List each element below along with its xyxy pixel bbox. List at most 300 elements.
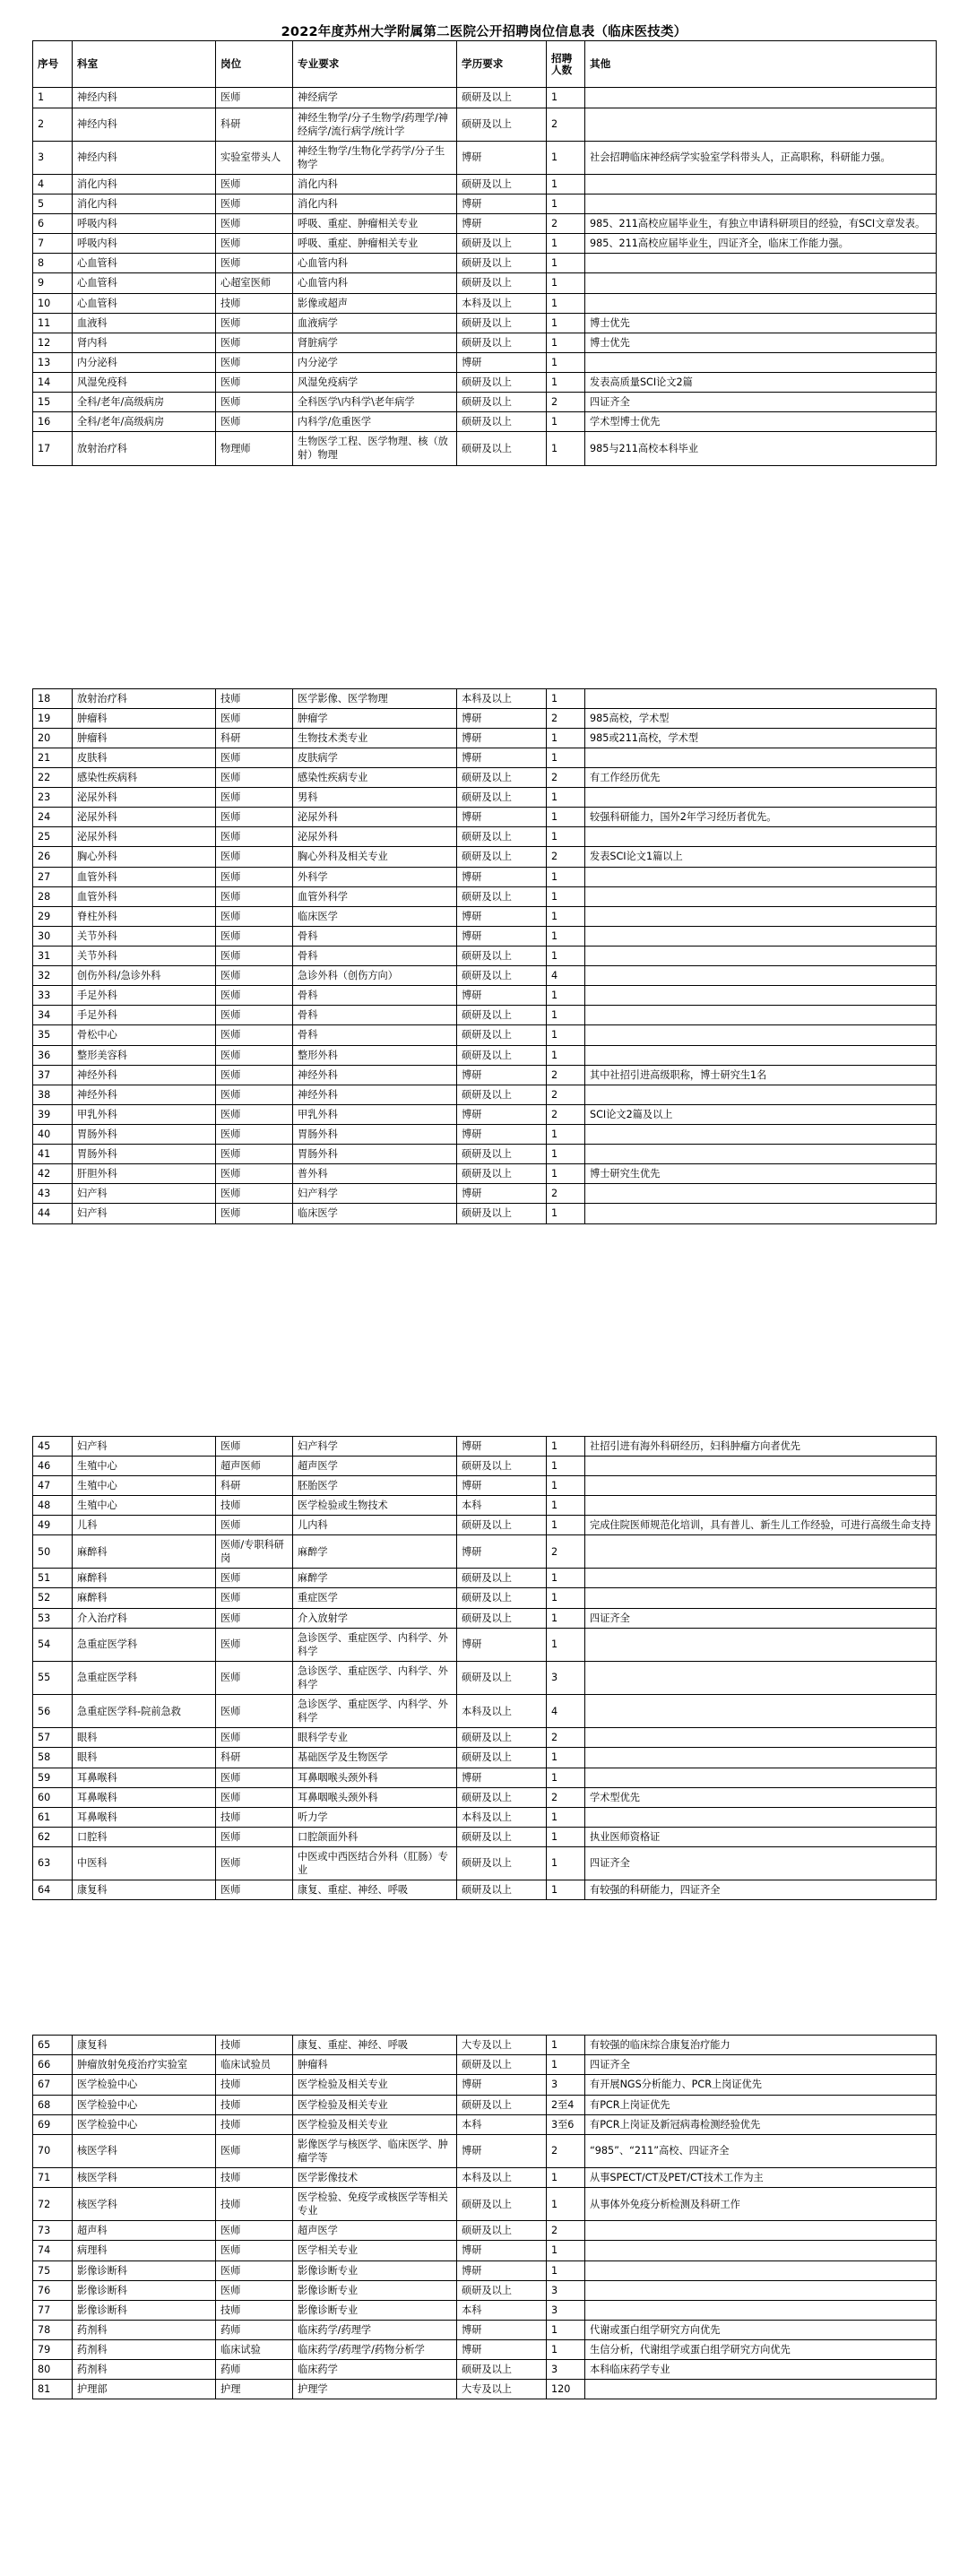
cell-count: 2 — [547, 1104, 585, 1124]
cell-edu: 博研 — [457, 1184, 547, 1204]
cell-dept: 手足外科 — [73, 986, 216, 1006]
table-row — [33, 1695, 937, 1728]
cell-no: 16 — [33, 412, 73, 432]
table-row — [33, 728, 937, 748]
cell-other — [585, 1184, 937, 1204]
cell-other — [585, 2241, 937, 2260]
cell-dept: 皮肤科 — [73, 748, 216, 767]
cell-major: 感染性疾病专业 — [293, 768, 457, 788]
cell-no: 55 — [33, 1661, 73, 1694]
cell-dept: 创伤外科/急诊外科 — [73, 966, 216, 986]
table-row — [33, 2075, 937, 2095]
cell-other: 博士优先 — [585, 313, 937, 333]
cell-count: 1 — [547, 1880, 585, 1900]
cell-dept: 麻醉科 — [73, 1569, 216, 1588]
cell-other — [585, 1085, 937, 1104]
cell-edu: 硕研及以上 — [457, 108, 547, 141]
cell-edu: 硕研及以上 — [457, 234, 547, 254]
cell-edu: 博研 — [457, 1475, 547, 1495]
cell-other: SCI论文2篇及以上 — [585, 1104, 937, 1124]
cell-dept: 儿科 — [73, 1515, 216, 1534]
cell-edu: 硕研及以上 — [457, 333, 547, 352]
cell-dept: 关节外科 — [73, 947, 216, 966]
cell-post: 医师 — [216, 333, 293, 352]
cell-no: 39 — [33, 1104, 73, 1124]
cell-dept: 急重症医学科 — [73, 1661, 216, 1694]
cell-count: 1 — [547, 986, 585, 1006]
cell-post: 医师 — [216, 1204, 293, 1223]
table-row — [33, 1065, 937, 1085]
cell-no: 65 — [33, 2036, 73, 2055]
cell-no: 52 — [33, 1588, 73, 1608]
cell-other — [585, 1661, 937, 1694]
table-row — [33, 2188, 937, 2221]
cell-post: 医师 — [216, 986, 293, 1006]
cell-count: 2 — [547, 2221, 585, 2241]
cell-major: 医学检验及相关专业 — [293, 2114, 457, 2134]
cell-dept: 神经内科 — [73, 108, 216, 141]
cell-count: 4 — [547, 1695, 585, 1728]
cell-other: 四证齐全 — [585, 393, 937, 412]
cell-other — [585, 2300, 937, 2320]
cell-edu: 本科及以上 — [457, 688, 547, 708]
cell-dept: 呼吸内科 — [73, 234, 216, 254]
table-row — [33, 847, 937, 867]
cell-no: 38 — [33, 1085, 73, 1104]
cell-count: 3 — [547, 2300, 585, 2320]
table-row — [33, 1628, 937, 1661]
table-section-4 — [0, 2035, 968, 2399]
cell-other — [585, 986, 937, 1006]
col-header-count — [547, 41, 585, 88]
cell-major: 医学影像、医学物理 — [293, 688, 457, 708]
cell-dept: 脊柱外科 — [73, 906, 216, 926]
cell-post: 技师 — [216, 2114, 293, 2134]
table-row — [33, 194, 937, 214]
cell-no: 62 — [33, 1827, 73, 1846]
table-row — [33, 313, 937, 333]
cell-post: 医师 — [216, 2260, 293, 2280]
table-row — [33, 1025, 937, 1045]
cell-count: 2 — [547, 1085, 585, 1104]
cell-edu: 博研 — [457, 808, 547, 827]
cell-edu: 硕研及以上 — [457, 174, 547, 194]
cell-major: 医学检验及相关专业 — [293, 2095, 457, 2114]
cell-post: 医师/专职科研岗 — [216, 1535, 293, 1569]
cell-other — [585, 2280, 937, 2300]
cell-other — [585, 1628, 937, 1661]
cell-major: 耳鼻咽喉头颈外科 — [293, 1787, 457, 1807]
cell-other — [585, 174, 937, 194]
cell-no: 9 — [33, 273, 73, 293]
page-break-2 — [0, 1224, 968, 1436]
cell-no: 13 — [33, 352, 73, 372]
table-row — [33, 768, 937, 788]
cell-edu: 博研 — [457, 906, 547, 926]
cell-no: 18 — [33, 688, 73, 708]
cell-edu: 博研 — [457, 1124, 547, 1144]
table-row — [33, 1588, 937, 1608]
cell-count: 1 — [547, 788, 585, 808]
cell-count: 1 — [547, 1515, 585, 1534]
cell-edu: 硕研及以上 — [457, 947, 547, 966]
cell-post: 医师 — [216, 1006, 293, 1025]
table-row — [33, 1827, 937, 1846]
cell-major: 骨科 — [293, 926, 457, 946]
cell-no: 17 — [33, 432, 73, 465]
cell-other — [585, 2380, 937, 2399]
table-row — [33, 273, 937, 293]
cell-dept: 麻醉科 — [73, 1588, 216, 1608]
cell-post: 医师 — [216, 1569, 293, 1588]
cell-dept: 康复科 — [73, 1880, 216, 1900]
cell-dept: 胃肠外科 — [73, 1124, 216, 1144]
cell-post: 科研 — [216, 728, 293, 748]
cell-dept: 泌尿外科 — [73, 827, 216, 847]
table-row — [33, 2168, 937, 2188]
cell-other — [585, 827, 937, 847]
cell-post: 医师 — [216, 2280, 293, 2300]
table-body-3 — [33, 1436, 937, 1900]
cell-count: 4 — [547, 966, 585, 986]
cell-dept: 血管外科 — [73, 867, 216, 886]
cell-edu: 硕研及以上 — [457, 1204, 547, 1223]
table-body-4 — [33, 2036, 937, 2399]
cell-count: 1 — [547, 313, 585, 333]
cell-major: 眼科学专业 — [293, 1728, 457, 1748]
table-row — [33, 352, 937, 372]
cell-no: 24 — [33, 808, 73, 827]
cell-major: 消化内科 — [293, 174, 457, 194]
cell-major: 康复、重症、神经、呼吸 — [293, 1880, 457, 1900]
table-row — [33, 174, 937, 194]
cell-count: 1 — [547, 1436, 585, 1456]
cell-count: 1 — [547, 1768, 585, 1787]
cell-edu: 硕研及以上 — [457, 2280, 547, 2300]
cell-no: 54 — [33, 1628, 73, 1661]
table-body-2 — [33, 688, 937, 1223]
cell-dept: 妇产科 — [73, 1436, 216, 1456]
cell-major: 护理学 — [293, 2380, 457, 2399]
cell-post: 医师 — [216, 906, 293, 926]
cell-dept: 中医科 — [73, 1846, 216, 1880]
cell-no: 34 — [33, 1006, 73, 1025]
cell-post: 医师 — [216, 1065, 293, 1085]
cell-dept: 全科/老年/高级病房 — [73, 393, 216, 412]
cell-no: 29 — [33, 906, 73, 926]
table-body-1 — [33, 88, 937, 465]
table-row — [33, 1608, 937, 1628]
cell-post: 医师 — [216, 1515, 293, 1534]
table-section-1 — [0, 40, 968, 465]
cell-edu: 硕研及以上 — [457, 1006, 547, 1025]
cell-no: 36 — [33, 1045, 73, 1065]
cell-no: 11 — [33, 313, 73, 333]
cell-no: 49 — [33, 1515, 73, 1534]
cell-no: 37 — [33, 1065, 73, 1085]
cell-no: 75 — [33, 2260, 73, 2280]
cell-dept: 耳鼻喉科 — [73, 1787, 216, 1807]
cell-major: 医学检验、免疫学或核医学等相关专业 — [293, 2188, 457, 2221]
cell-post: 医师 — [216, 412, 293, 432]
cell-no: 71 — [33, 2168, 73, 2188]
cell-no: 48 — [33, 1495, 73, 1515]
cell-no: 56 — [33, 1695, 73, 1728]
cell-edu: 硕研及以上 — [457, 1515, 547, 1534]
table-row — [33, 1569, 937, 1588]
cell-major: 儿内科 — [293, 1515, 457, 1534]
cell-edu: 硕研及以上 — [457, 1661, 547, 1694]
cell-edu: 硕研及以上 — [457, 1164, 547, 1184]
cell-count: 1 — [547, 808, 585, 827]
cell-other — [585, 1124, 937, 1144]
cell-post: 医师 — [216, 1104, 293, 1124]
cell-no: 66 — [33, 2055, 73, 2075]
cell-count: 1 — [547, 906, 585, 926]
cell-major: 神经病学 — [293, 88, 457, 108]
cell-edu: 博研 — [457, 1436, 547, 1456]
cell-dept: 关节外科 — [73, 926, 216, 946]
cell-edu: 本科 — [457, 1495, 547, 1515]
table-row — [33, 2241, 937, 2260]
cell-dept: 妇产科 — [73, 1204, 216, 1223]
cell-dept: 急重症医学科 — [73, 1628, 216, 1661]
cell-no: 12 — [33, 333, 73, 352]
cell-edu: 硕研及以上 — [457, 2221, 547, 2241]
cell-no: 67 — [33, 2075, 73, 2095]
job-table-1 — [32, 40, 937, 465]
cell-count: 2 — [547, 1535, 585, 1569]
cell-major: 呼吸、重症、肿瘤相关专业 — [293, 214, 457, 234]
cell-dept: 神经内科 — [73, 88, 216, 108]
cell-other — [585, 966, 937, 986]
cell-other — [585, 1768, 937, 1787]
cell-other: 有工作经历优先 — [585, 768, 937, 788]
cell-edu: 硕研及以上 — [457, 1608, 547, 1628]
cell-no: 73 — [33, 2221, 73, 2241]
table-row — [33, 2036, 937, 2055]
cell-edu: 博研 — [457, 867, 547, 886]
cell-dept: 泌尿外科 — [73, 788, 216, 808]
cell-post: 医师 — [216, 1768, 293, 1787]
cell-edu: 硕研及以上 — [457, 1588, 547, 1608]
cell-major: 骨科 — [293, 947, 457, 966]
cell-count: 1 — [547, 1608, 585, 1628]
cell-edu: 博研 — [457, 748, 547, 767]
cell-major: 皮肤病学 — [293, 748, 457, 767]
cell-other: 社招引进有海外科研经历，妇科肿瘤方向者优先 — [585, 1436, 937, 1456]
cell-major: 耳鼻咽喉头颈外科 — [293, 1768, 457, 1787]
cell-count: 1 — [547, 1124, 585, 1144]
cell-major: 整形外科 — [293, 1045, 457, 1065]
cell-count: 1 — [547, 1006, 585, 1025]
cell-no: 63 — [33, 1846, 73, 1880]
cell-dept: 心血管科 — [73, 254, 216, 273]
table-row — [33, 748, 937, 767]
table-row — [33, 808, 937, 827]
cell-post: 科研 — [216, 108, 293, 141]
cell-other: 985、211高校应届毕业生，有独立申请科研项目的经验，有SCI文章发表。 — [585, 214, 937, 234]
cell-major: 医学检验及相关专业 — [293, 2075, 457, 2095]
table-row — [33, 373, 937, 393]
cell-edu: 本科及以上 — [457, 2168, 547, 2188]
cell-other: 社会招聘临床神经病学实验室学科带头人，正高职称，科研能力强。 — [585, 141, 937, 174]
cell-major: 风湿免疫病学 — [293, 373, 457, 393]
cell-major: 影像诊断专业 — [293, 2280, 457, 2300]
cell-major: 胃肠外科 — [293, 1145, 457, 1164]
cell-other: 有PCR上岗证优先 — [585, 2095, 937, 2114]
cell-dept: 眼科 — [73, 1728, 216, 1748]
cell-major: 男科 — [293, 788, 457, 808]
cell-major: 临床医学 — [293, 1204, 457, 1223]
table-row — [33, 1184, 937, 1204]
cell-other: 985、211高校应届毕业生，四证齐全，临床工作能力强。 — [585, 234, 937, 254]
cell-no: 3 — [33, 141, 73, 174]
cell-major: 妇产科学 — [293, 1436, 457, 1456]
cell-no: 8 — [33, 254, 73, 273]
cell-dept: 胃肠外科 — [73, 1145, 216, 1164]
cell-dept: 介入治疗科 — [73, 1608, 216, 1628]
cell-count: 1 — [547, 432, 585, 465]
cell-other: 985高校，学术型 — [585, 708, 937, 728]
cell-other: 有开展NGS分析能力、PCR上岗证优先 — [585, 2075, 937, 2095]
cell-edu: 博研 — [457, 1535, 547, 1569]
cell-edu: 博研 — [457, 1768, 547, 1787]
cell-count: 1 — [547, 2320, 585, 2339]
cell-no: 28 — [33, 886, 73, 906]
cell-edu: 硕研及以上 — [457, 827, 547, 847]
cell-edu: 博研 — [457, 214, 547, 234]
cell-edu: 博研 — [457, 352, 547, 372]
cell-no: 80 — [33, 2360, 73, 2380]
table-row — [33, 2280, 937, 2300]
cell-no: 31 — [33, 947, 73, 966]
cell-no: 44 — [33, 1204, 73, 1223]
cell-post: 医师 — [216, 768, 293, 788]
col-header-edu: 学历要求 — [457, 41, 547, 88]
cell-other — [585, 788, 937, 808]
cell-no: 2 — [33, 108, 73, 141]
cell-count: 1 — [547, 2260, 585, 2280]
table-row — [33, 1728, 937, 1748]
cell-post: 心超室医师 — [216, 273, 293, 293]
table-row — [33, 2260, 937, 2280]
table-row — [33, 867, 937, 886]
cell-post: 医师 — [216, 2241, 293, 2260]
cell-major: 血管外科学 — [293, 886, 457, 906]
cell-no: 33 — [33, 986, 73, 1006]
cell-count: 1 — [547, 1456, 585, 1475]
cell-other: 学术型博士优先 — [585, 412, 937, 432]
cell-edu: 大专及以上 — [457, 2380, 547, 2399]
cell-no: 69 — [33, 2114, 73, 2134]
cell-other — [585, 1204, 937, 1223]
cell-other — [585, 2260, 937, 2280]
cell-count: 1 — [547, 1807, 585, 1827]
cell-edu: 博研 — [457, 2241, 547, 2260]
cell-dept: 血液科 — [73, 313, 216, 333]
table-row — [33, 293, 937, 313]
cell-edu: 硕研及以上 — [457, 966, 547, 986]
table-row — [33, 966, 937, 986]
cell-other: 有PCR上岗证及新冠病毒检测经验优先 — [585, 2114, 937, 2134]
cell-major: 妇产科学 — [293, 1184, 457, 1204]
cell-count: 1 — [547, 728, 585, 748]
table-row — [33, 393, 937, 412]
cell-count: 2 — [547, 1728, 585, 1748]
cell-edu: 博研 — [457, 2260, 547, 2280]
cell-other — [585, 947, 937, 966]
cell-edu: 硕研及以上 — [457, 1846, 547, 1880]
cell-count: 1 — [547, 293, 585, 313]
table-row — [33, 1535, 937, 1569]
table-row — [33, 947, 937, 966]
cell-post: 技师 — [216, 2075, 293, 2095]
table-row — [33, 926, 937, 946]
table-row — [33, 688, 937, 708]
cell-major: 医学检验或生物技术 — [293, 1495, 457, 1515]
cell-no: 79 — [33, 2340, 73, 2360]
cell-dept: 泌尿外科 — [73, 808, 216, 827]
cell-other: 较强科研能力，国外2年学习经历者优先。 — [585, 808, 937, 827]
cell-major: 泌尿外科 — [293, 827, 457, 847]
table-row — [33, 1787, 937, 1807]
cell-major: 胸心外科及相关专业 — [293, 847, 457, 867]
cell-edu: 博研 — [457, 1628, 547, 1661]
cell-major: 全科医学\内科学\老年病学 — [293, 393, 457, 412]
cell-no: 21 — [33, 748, 73, 767]
table-row — [33, 214, 937, 234]
cell-edu: 博研 — [457, 986, 547, 1006]
cell-dept: 感染性疾病科 — [73, 768, 216, 788]
cell-dept: 风湿免疫科 — [73, 373, 216, 393]
table-row — [33, 986, 937, 1006]
cell-count: 1 — [547, 886, 585, 906]
table-row — [33, 432, 937, 465]
header-row — [33, 41, 937, 88]
cell-major: 急诊外科（创伤方向） — [293, 966, 457, 986]
cell-count: 2 — [547, 847, 585, 867]
cell-count: 3 — [547, 2280, 585, 2300]
cell-no: 51 — [33, 1569, 73, 1588]
col-header-other: 其他 — [585, 41, 937, 88]
cell-edu: 硕研及以上 — [457, 847, 547, 867]
cell-edu: 硕研及以上 — [457, 2095, 547, 2114]
cell-dept: 医学检验中心 — [73, 2114, 216, 2134]
col-header-count-line2: 人数 — [551, 63, 573, 76]
cell-major: 影像或超声 — [293, 293, 457, 313]
cell-edu: 博研 — [457, 2075, 547, 2095]
cell-dept: 整形美容科 — [73, 1045, 216, 1065]
table-row — [33, 1045, 937, 1065]
cell-dept: 血管外科 — [73, 886, 216, 906]
table-row — [33, 2340, 937, 2360]
cell-post: 医师 — [216, 1608, 293, 1628]
cell-post: 医师 — [216, 1045, 293, 1065]
col-header-dept: 科室 — [73, 41, 216, 88]
cell-major: 泌尿外科 — [293, 808, 457, 827]
cell-count: 1 — [547, 1045, 585, 1065]
cell-post: 科研 — [216, 1475, 293, 1495]
table-header — [33, 41, 937, 88]
cell-count: 1 — [547, 1628, 585, 1661]
cell-count: 2 — [547, 708, 585, 728]
table-row — [33, 2055, 937, 2075]
cell-edu: 博研 — [457, 728, 547, 748]
cell-dept: 心血管科 — [73, 273, 216, 293]
cell-no: 7 — [33, 234, 73, 254]
cell-major: 临床医学 — [293, 906, 457, 926]
